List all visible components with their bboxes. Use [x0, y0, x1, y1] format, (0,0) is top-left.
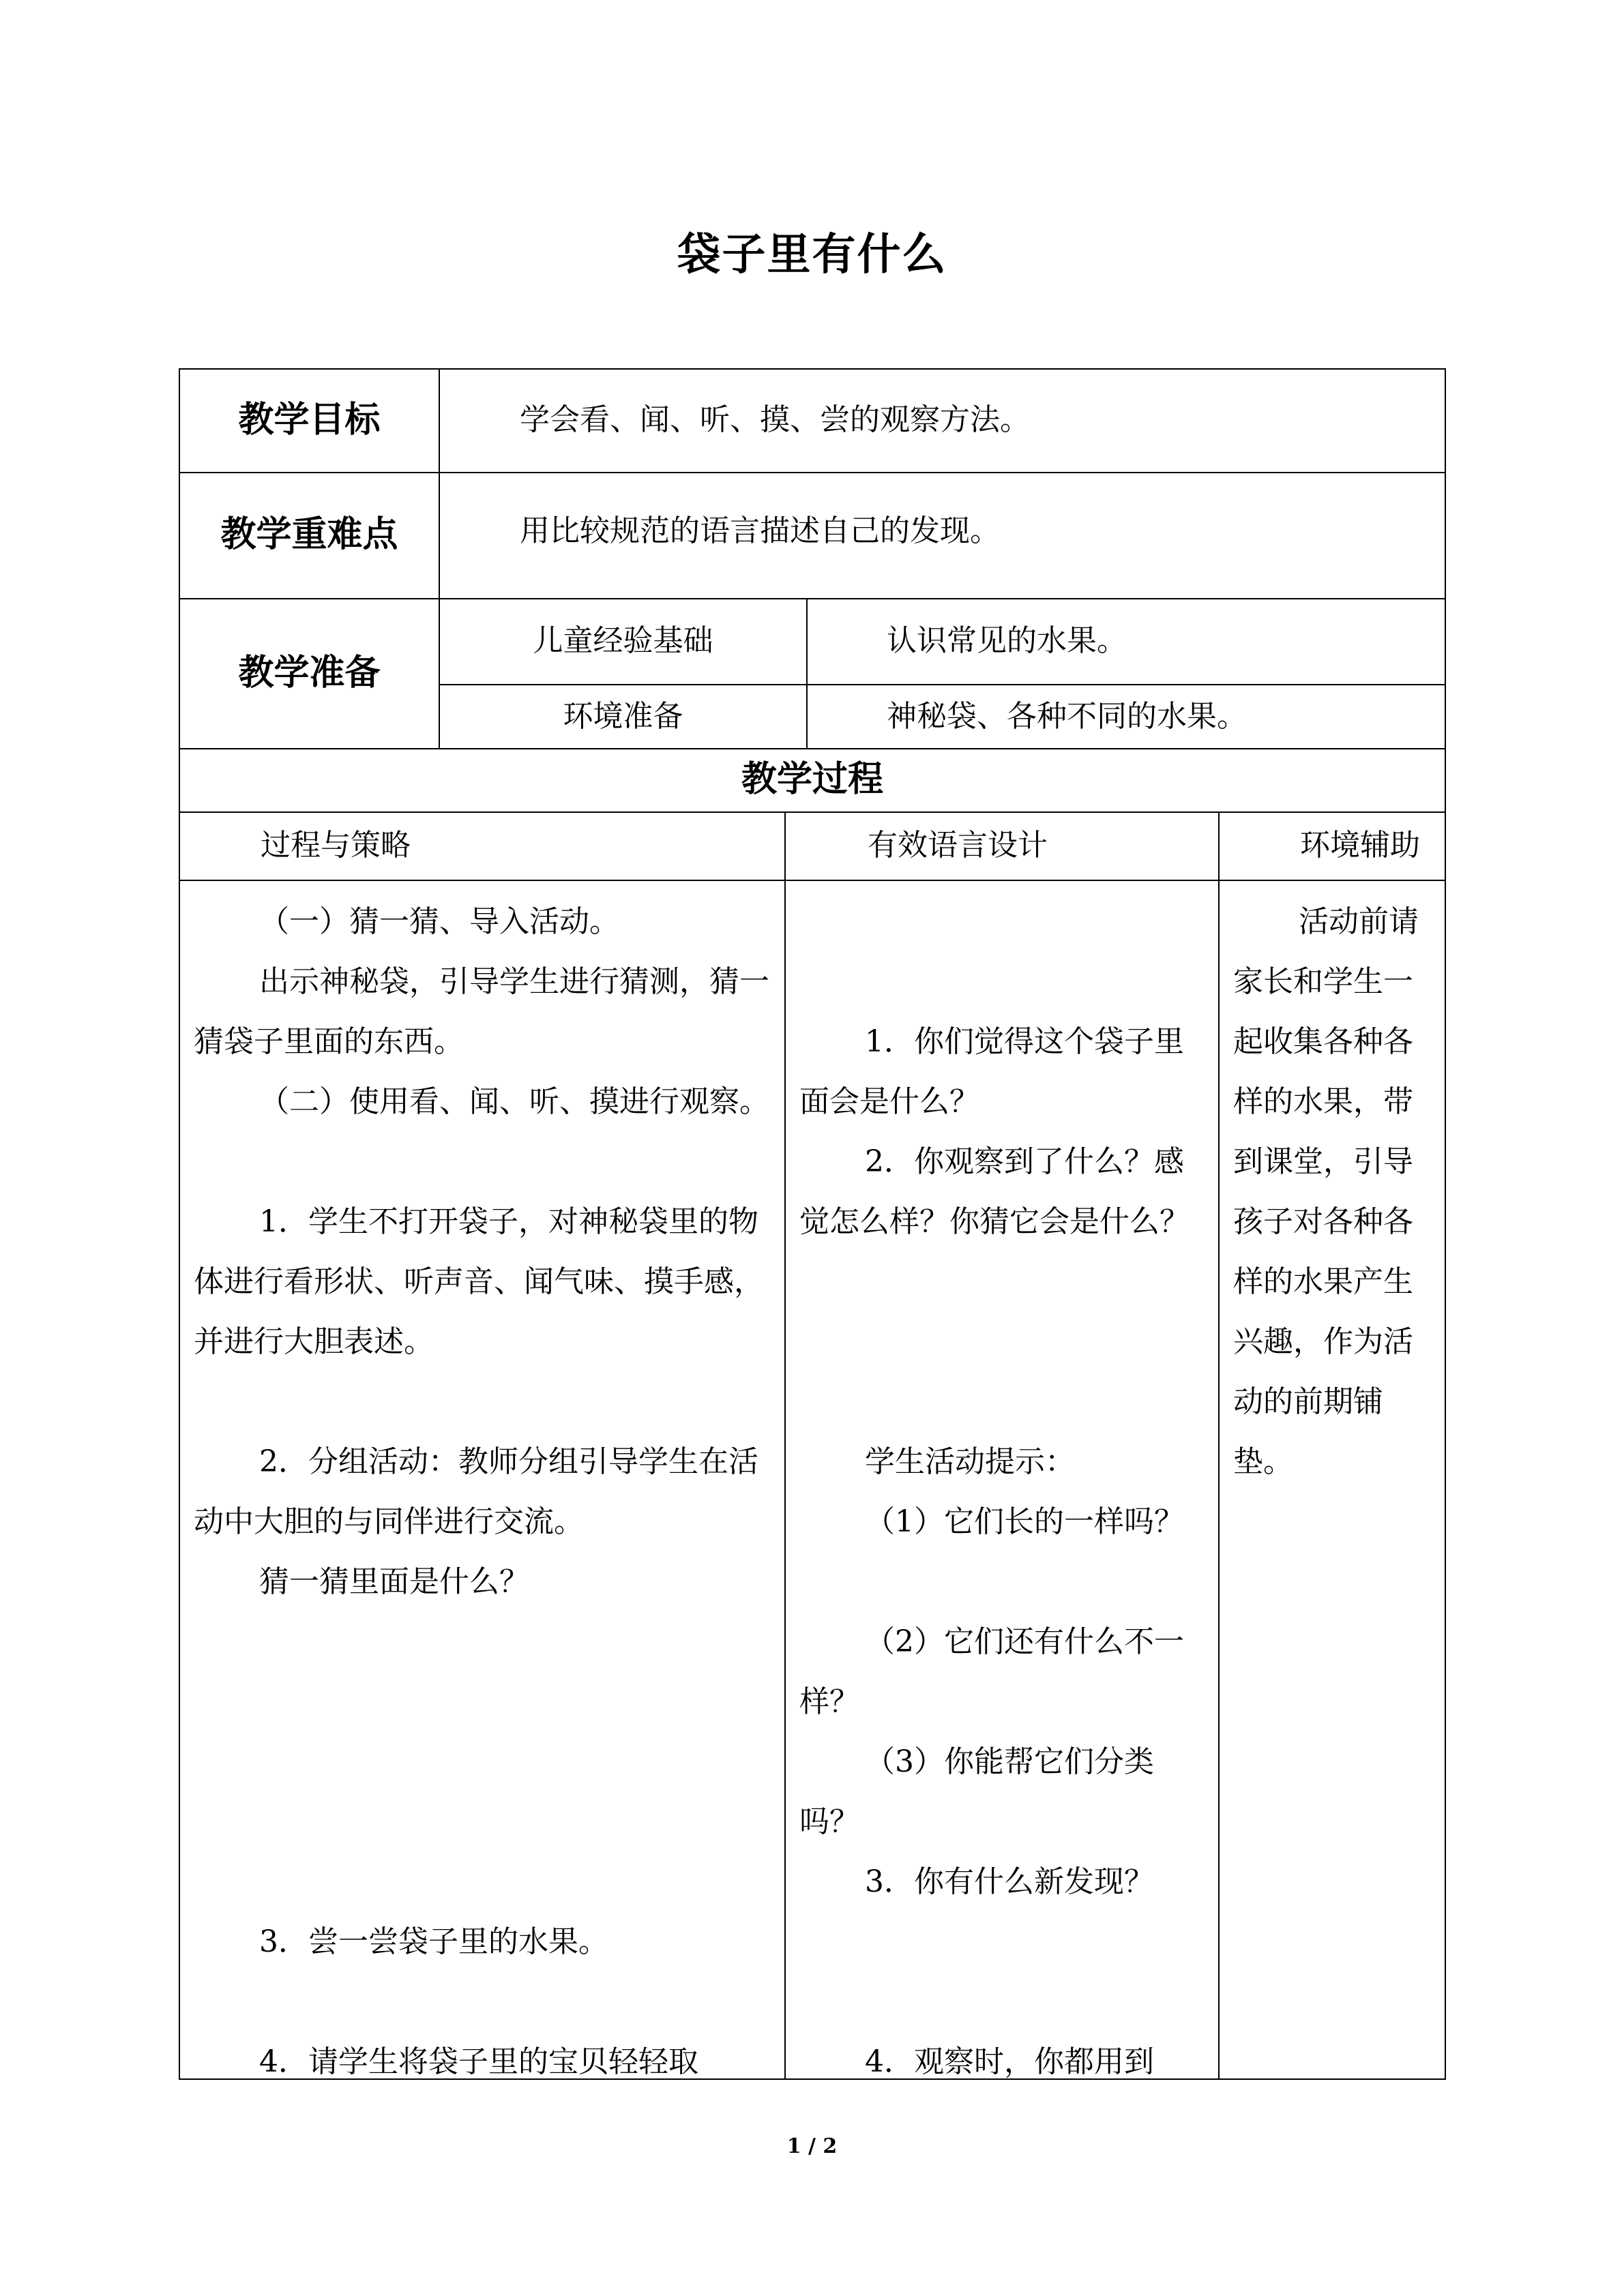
language-paragraph: 2．你观察到了什么？感觉怎么样？你猜它会是什么？ [799, 1144, 1190, 1239]
objective-text: 学会看、闻、听、摸、尝的观察方法。 [520, 402, 1030, 437]
environment-note: 活动前请家长和学生一起收集各种各样的水果，带到课堂，引导孩子对各种各样的水果产生兴趣，作为活动的前期铺垫。 [1233, 904, 1419, 1479]
preparation-label: 教学准备 [238, 653, 381, 694]
col-divider [1218, 811, 1220, 2080]
row-divider [179, 880, 1446, 881]
language-paragraph: 4．观察时，你都用到 [865, 2044, 1154, 2079]
language-paragraph: （1）它们长的一样吗？ [865, 1504, 1184, 1539]
objective-label: 教学目标 [238, 400, 381, 441]
strategy-paragraph: 3．尝一尝袋子里的水果。 [259, 1924, 608, 1959]
strategy-paragraph: 2．分组活动：教师分组引导学生在活动中大胆的与同伴进行交流。 [194, 1444, 758, 1539]
strategy-paragraph: （二）使用看、闻、听、摸进行观察。 [259, 1084, 769, 1119]
language-paragraph: （3）你能帮它们分类吗？ [799, 1744, 1154, 1839]
key-points-label: 教学重难点 [220, 514, 398, 555]
language-paragraph: 3．你有什么新发现？ [865, 1864, 1154, 1899]
table-border-right [1445, 368, 1446, 2080]
col-divider [439, 368, 440, 749]
process-heading: 教学过程 [741, 759, 883, 800]
row-divider [439, 684, 1446, 685]
key-points-text: 用比较规范的语言描述自己的发现。 [520, 513, 1000, 548]
strategy-paragraph: （一）猜一猜、导入活动。 [259, 904, 619, 939]
column-header-strategy: 过程与策略 [261, 828, 411, 863]
strategy-paragraph: 1．学生不打开袋子，对神秘袋里的物体进行看形状、听声音、闻气味、摸手感，并进行大胆表述。 [194, 1204, 764, 1359]
language-paragraph: （2）它们还有什么不一样？ [799, 1624, 1184, 1719]
strategy-paragraph: 4．请学生将袋子里的宝贝轻轻取 [259, 2044, 698, 2079]
language-paragraph: 学生活动提示： [865, 1444, 1075, 1479]
preparation-item-value: 神秘袋、各种不同的水果。 [887, 699, 1247, 734]
preparation-item-name: 环境准备 [563, 699, 683, 734]
page-number: 1 / 2 [786, 2134, 838, 2158]
col-divider [806, 598, 808, 749]
column-header-environment: 环境辅助 [1300, 828, 1420, 863]
preparation-item-name: 儿童经验基础 [533, 623, 713, 658]
strategy-paragraph: 出示神秘袋，引导学生进行猜测，猜一猜袋子里面的东西。 [194, 964, 769, 1059]
column-header-language: 有效语言设计 [868, 828, 1048, 863]
strategy-paragraph: 猜一猜里面是什么？ [259, 1564, 529, 1599]
row-divider [179, 811, 1446, 813]
preparation-item-value: 认识常见的水果。 [887, 623, 1127, 658]
col-divider [784, 811, 786, 2080]
language-paragraph: 1．你们觉得这个袋子里面会是什么？ [799, 1024, 1184, 1119]
page-title: 袋子里有什么 [677, 230, 947, 280]
